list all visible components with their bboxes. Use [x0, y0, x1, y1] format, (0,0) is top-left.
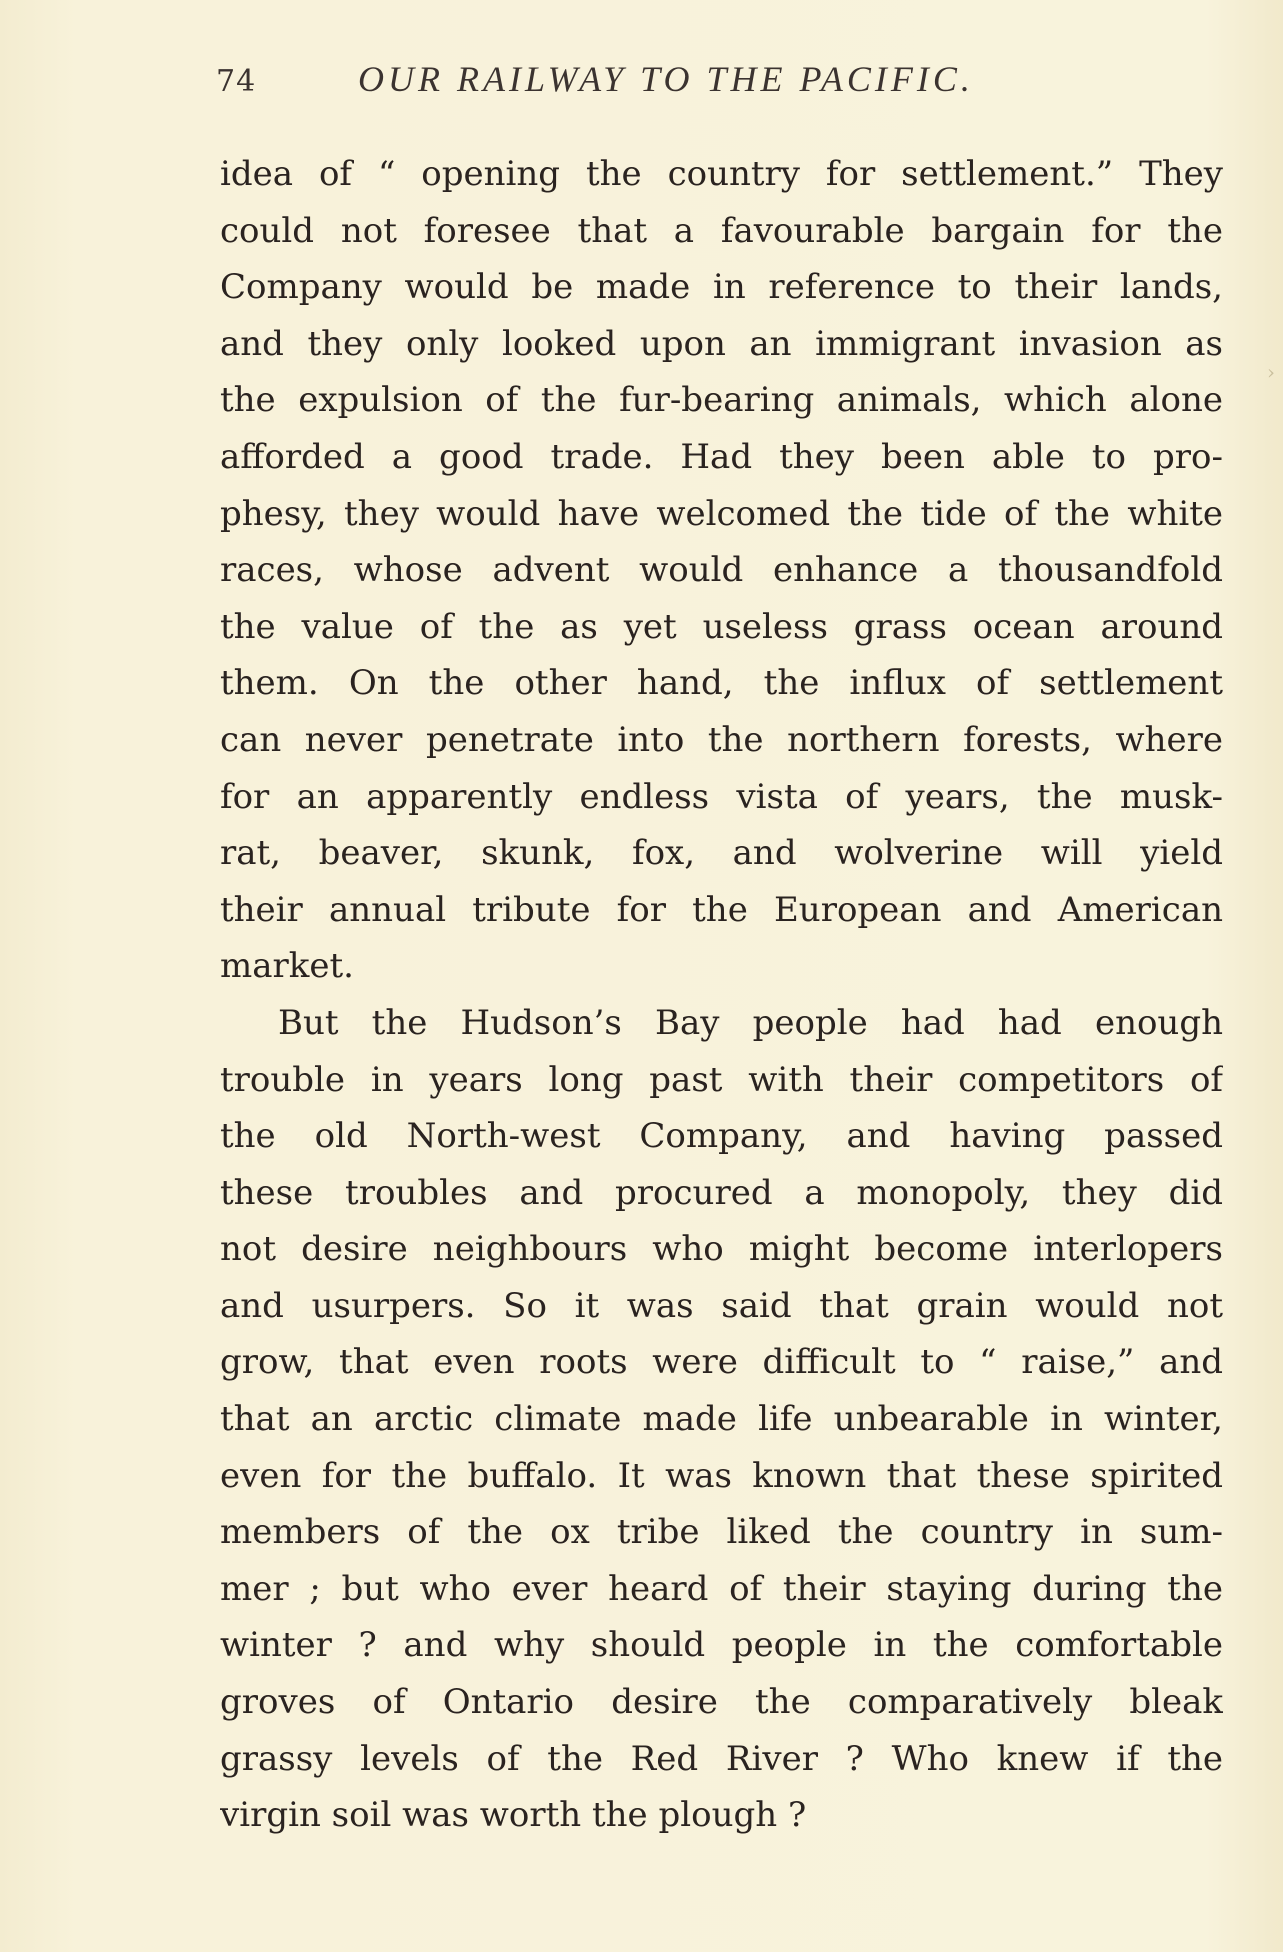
- text-line: winter ? and why should people in the comfortable: [220, 1625, 1223, 1666]
- text-line: trouble in years long past with their competitors of: [220, 1059, 1223, 1100]
- text-line: and usurpers. So it was said that grain would not: [220, 1285, 1223, 1326]
- body-text: [220, 146, 1223, 1844]
- text-line: members of the ox tribe liked the country in sum-: [220, 1512, 1223, 1553]
- text-line: that an arctic climate made life unbearable in winter,: [220, 1399, 1223, 1440]
- text-line: grassy levels of the Red River ? Who knew if the: [220, 1738, 1223, 1779]
- page-header: [216, 52, 1226, 112]
- text-line: can never penetrate into the northern forests, where: [220, 719, 1223, 760]
- text-line: Company would be made in reference to their lands,: [220, 267, 1223, 308]
- text-line: grow, that even roots were difficult to “ raise,” and: [220, 1342, 1223, 1383]
- page-number: 74: [216, 64, 257, 99]
- text-line: races, whose advent would enhance a thousandfold: [220, 550, 1223, 591]
- text-line: idea of “ opening the country for settlement.” They: [220, 154, 1223, 194]
- text-line: and they only looked upon an immigrant invasion as: [220, 323, 1223, 364]
- text-line: for an apparently endless vista of years, the musk-: [220, 776, 1223, 817]
- text-line-paragraph-end: virgin soil was worth the plough ?: [220, 1795, 807, 1836]
- text-line: the old North-west Company, and having passed: [220, 1116, 1223, 1157]
- margin-mark: ›: [1267, 360, 1275, 384]
- text-line: mer ; but who ever heard of their staying during the: [220, 1568, 1223, 1609]
- text-line: phesy, they would have welcomed the tide of the white: [220, 493, 1223, 534]
- text-line: them. On the other hand, the influx of settlement: [220, 663, 1223, 704]
- running-head: OUR RAILWAY TO THE PACIFIC.: [358, 59, 974, 99]
- text-line: afforded a good trade. Had they been able to pro-: [220, 436, 1223, 477]
- text-line: the expulsion of the fur-bearing animals, which alone: [220, 380, 1223, 421]
- text-line: groves of Ontario desire the comparatively bleak: [220, 1682, 1223, 1723]
- text-line: the value of the as yet useless grass ocean around: [220, 606, 1223, 647]
- text-line: these troubles and procured a monopoly, they did: [220, 1172, 1223, 1213]
- text-line-paragraph-end: market.: [220, 946, 354, 987]
- text-line: not desire neighbours who might become interlopers: [220, 1229, 1223, 1270]
- text-line: rat, beaver, skunk, fox, and wolverine will yield: [220, 833, 1223, 874]
- text-line: could not foresee that a favourable bargain for the: [220, 210, 1223, 251]
- text-line: their annual tribute for the European and American: [220, 889, 1223, 930]
- text-line-paragraph-start: But the Hudson’s Bay people had had enough: [278, 1002, 1223, 1043]
- text-line: even for the buffalo. It was known that these spirited: [220, 1455, 1223, 1496]
